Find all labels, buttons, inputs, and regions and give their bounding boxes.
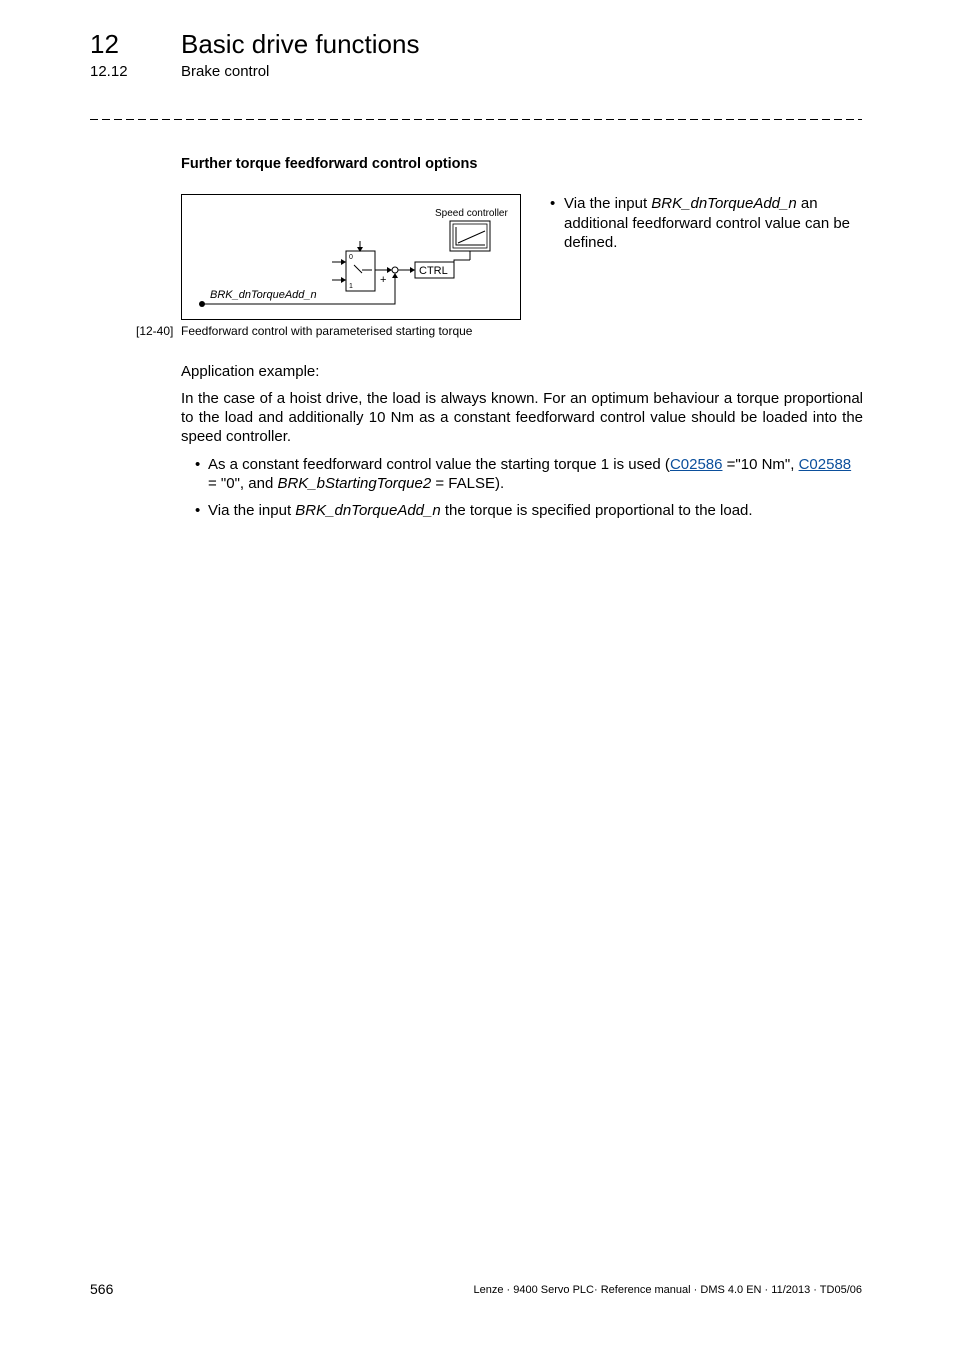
bullet-symbol: •	[195, 502, 201, 519]
bullet-1-italic: BRK_bStartingTorque2	[277, 475, 432, 492]
subheading: Further torque feedforward control options	[181, 156, 478, 172]
line-sc-to-ctrl-h	[454, 260, 470, 264]
list-item	[195, 455, 863, 493]
bullet-1-pre: As a constant feedforward control value the starting torque 1 is used (	[208, 456, 670, 473]
bullet-2-italic: BRK_dnTorqueAdd_n	[295, 502, 441, 519]
link-c02586[interactable]: C02586	[669, 456, 723, 473]
section-number: 12.12	[90, 63, 128, 80]
switch-output-arrow	[387, 267, 392, 273]
ctrl-label: CTRL	[419, 265, 448, 277]
page-number: 566	[90, 1281, 114, 1297]
switch-label-0: 0	[349, 254, 353, 261]
chapter-number: 12	[90, 29, 119, 59]
header-divider	[90, 110, 862, 120]
footer-text: Lenze · 9400 Servo PLC· Reference manual · DMS 4.0 EN · 11/2013 · TD05/06	[473, 1284, 862, 1296]
sum-to-ctrl-arrow	[410, 267, 415, 273]
application-example-label: Application example:	[181, 363, 320, 380]
summing-point	[392, 267, 398, 273]
list-item	[195, 501, 863, 520]
speed-controller-inner	[453, 224, 487, 248]
section-title: Brake control	[181, 63, 270, 80]
bullet-2-post: the torque is specified proportional to the load.	[440, 502, 753, 519]
bullet-symbol: •	[550, 195, 556, 212]
figure-bullet-pre: Via the input	[564, 195, 652, 212]
torque-add-arrow	[392, 273, 398, 278]
bullet-1-mid2: = "0", and	[208, 475, 278, 492]
diagram-svg	[182, 195, 522, 321]
figure-bullet-italic: BRK_dnTorqueAdd_n	[651, 195, 797, 212]
bullet-1-post: = FALSE).	[431, 475, 505, 492]
bullet-1-mid1: ="10 Nm",	[722, 456, 799, 473]
bullet-symbol: •	[195, 456, 201, 473]
figure-caption-number: [12-40]	[136, 324, 174, 338]
figure-side-bullet	[550, 194, 860, 253]
figure-diagram	[181, 194, 521, 320]
figure-bullet-post: an additional feedforward control value can be defined.	[564, 195, 851, 251]
speed-controller-label: Speed controller	[435, 208, 508, 219]
switch-input-1-arrow	[341, 277, 346, 283]
link-c02588[interactable]: C02588	[798, 456, 852, 473]
switch-label-1: 1	[349, 283, 353, 290]
bullet-2-pre: Via the input	[208, 502, 296, 519]
torque-add-input-label: BRK_dnTorqueAdd_n	[210, 289, 317, 301]
sum-plus-sign: +	[380, 274, 387, 286]
figure-caption-text: Feedforward control with parameterised starting torque	[181, 324, 473, 338]
chapter-title: Basic drive functions	[181, 29, 420, 59]
body-paragraph: In the case of a hoist drive, the load is always known. For an optimum behaviour a torque proportional to the load and additionally 10 Nm as a constant feedforward control value should be loaded into the speed controller.	[181, 390, 863, 445]
switch-input-0-arrow	[341, 259, 346, 265]
